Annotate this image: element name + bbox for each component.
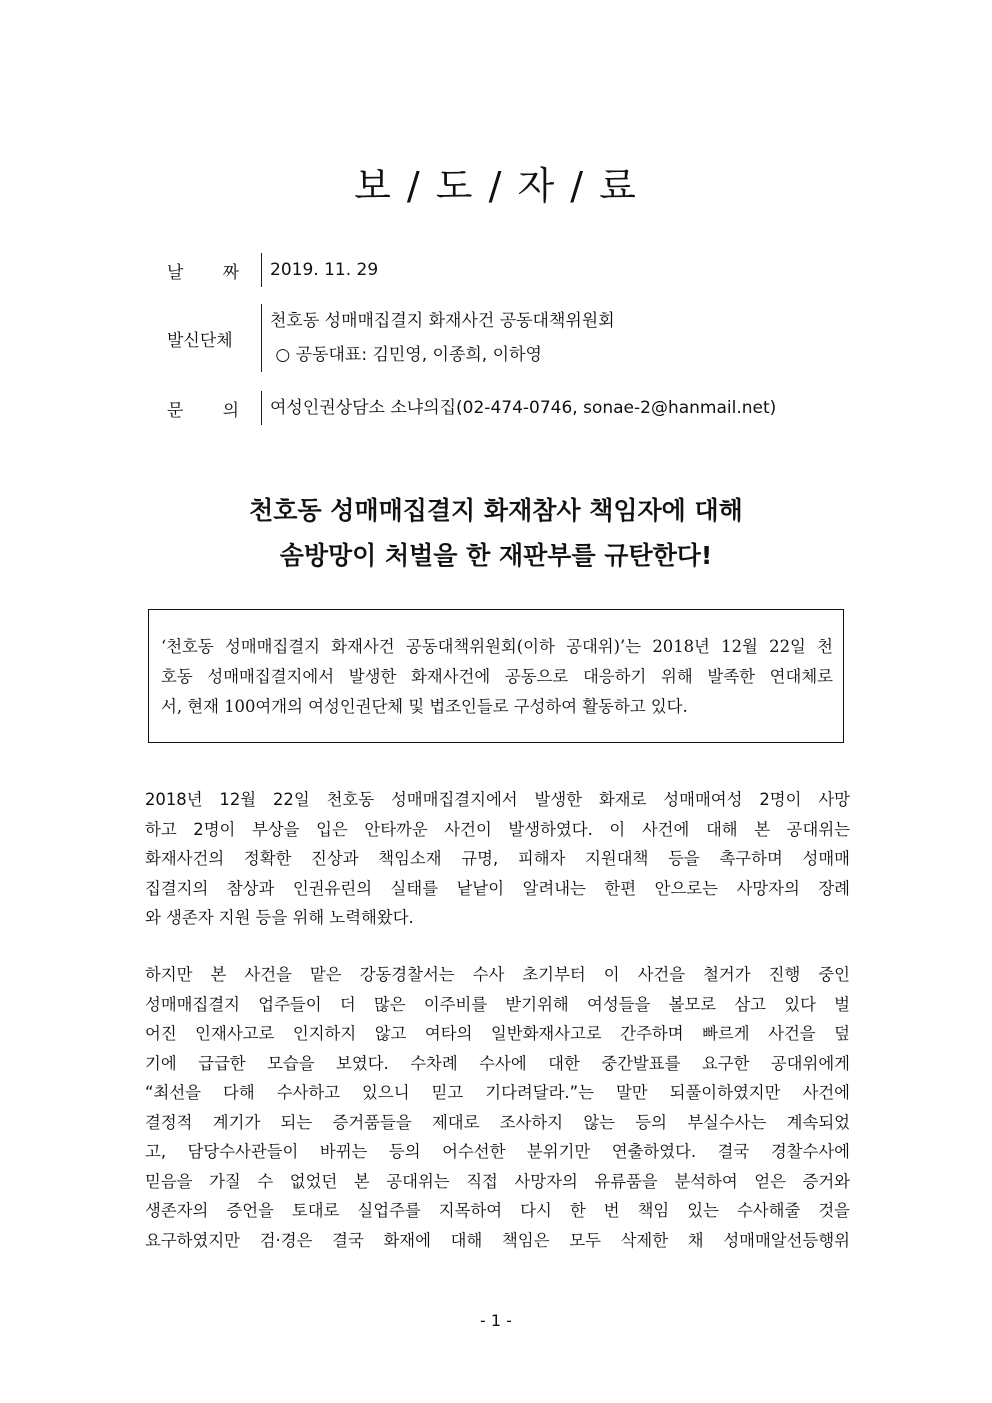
sender-value-cell	[261, 304, 615, 372]
paragraph-1	[145, 785, 850, 933]
date-label-char-2: 짜	[222, 262, 239, 283]
summary-box	[148, 609, 844, 743]
paragraph-2	[145, 960, 850, 1255]
inquiry-label	[167, 391, 239, 425]
paragraph-2-line: 어진 인재사고로 인지하지 않고 여타의 일반화재사고로 간주하며 빠르게 사건을 덮	[145, 1024, 850, 1043]
summary-line-3: 서, 현재 100여개의 여성인권단체 및 법조인들로 구성하여 활동하고 있다.	[161, 697, 688, 716]
sender-representatives: ○ 공동대표: 김민영, 이종희, 이하영	[270, 345, 542, 365]
paragraph-2-line: 믿음을 가질 수 없었던 본 공대위는 직접 사망자의 유류품을 분석하여 얻은 증거와	[145, 1171, 850, 1191]
paragraph-2-line: 생존자의 증언을 토대로 실업주를 지목하여 다시 한 번 책임 있는 수사해줄 것을	[145, 1201, 850, 1220]
sender-label: 발신단체	[167, 330, 233, 351]
date-value: 2019. 11. 29	[270, 260, 379, 280]
page-number: - 1 -	[480, 1311, 512, 1330]
paragraph-2-line: 결정적 계기가 되는 증거품들을 제대로 조사하지 않는 등의 부실수사는 계속되었	[145, 1112, 850, 1132]
paragraph-2-line: 하지만 본 사건을 맡은 강동경찰서는 수사 초기부터 이 사건을 철거가 진행 중인	[145, 965, 850, 984]
date-value-cell	[261, 253, 378, 287]
inquiry-label-char-1: 문	[167, 400, 184, 421]
headline	[0, 488, 992, 578]
paragraph-1-line: 화재사건의 정확한 진상과 책임소재 규명, 피해자 지원대책 등을 촉구하며 성매매	[145, 849, 850, 868]
paragraph-1-line: 와 생존자 지원 등을 위해 노력해왔다.	[145, 908, 414, 927]
paragraph-1-line: 2018년 12월 22일 천호동 성매매집결지에서 발생한 화재로 성매매여성 2명이 사망	[145, 790, 850, 809]
page-title: 보 / 도 / 자 / 료	[354, 164, 638, 208]
summary-line-1: ‘천호동 성매매집결지 화재사건 공동대책위원회(이하 공대위)’는 2018년 12월 22일 천	[161, 637, 833, 656]
paragraph-1-line: 집결지의 참상과 인권유린의 실태를 낱낱이 알려내는 한편 안으로는 사망자의 장례	[145, 878, 850, 898]
inquiry-row	[167, 391, 776, 425]
paragraph-2-line: “최선을 다해 수사하고 있으니 믿고 기다려달라.”는 말만 되풀이하였지만 사건에	[145, 1083, 850, 1102]
paragraph-2-line: 성매매집결지 업주들이 더 많은 이주비를 받기위해 여성들을 볼모로 삼고 있다 벌	[145, 994, 850, 1014]
inquiry-label-char-2: 의	[222, 400, 239, 421]
paragraph-2-line: 고, 담당수사관들이 바뀌는 등의 어수선한 분위기만 연출하였다. 결국 경찰수사에	[145, 1142, 850, 1161]
paragraph-2-line: 기에 급급한 모습을 보였다. 수차례 수사에 대한 중간발표를 요구한 공대위에게	[145, 1053, 850, 1073]
date-row	[167, 253, 378, 287]
date-label-char-1: 날	[167, 262, 184, 283]
sender-org: 천호동 성매매집결지 화재사건 공동대책위원회	[270, 311, 615, 331]
paragraph-2-line: 요구하였지만 검·경은 결국 화재에 대해 책임은 모두 삭제한 채 성매매알선등행위	[145, 1230, 850, 1250]
sender-row	[167, 304, 615, 372]
inquiry-value-cell	[261, 391, 776, 425]
paragraph-1-line: 하고 2명이 부상을 입은 안타까운 사건이 발생하였다. 이 사건에 대해 본 공대위는	[145, 819, 850, 839]
date-label	[167, 253, 239, 287]
headline-line-1: 천호동 성매매집결지 화재참사 책임자에 대해	[249, 496, 743, 525]
summary-line-2: 호동 성매매집결지에서 발생한 화재사건에 공동으로 대응하기 위해 발족한 연대체로	[161, 667, 833, 686]
inquiry-value: 여성인권상담소 소냐의집(02-474-0746, sonae-2@hanmail.net)	[270, 398, 777, 418]
headline-line-2: 솜방망이 처벌을 한 재판부를 규탄한다!	[279, 541, 713, 570]
